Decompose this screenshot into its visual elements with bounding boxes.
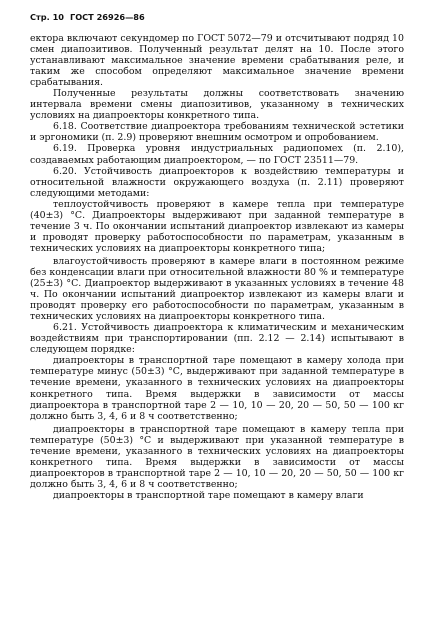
paragraph: теплоустойчивость проверяют в камере тепла при температуре (40±3) °С. Диапроекторы выдерживают при заданной температуре в течение 3 ч. По окончании испытаний диапроектор извлекают из камеры и проводят проверку работоспособности по параметрам, указанным в технических условиях на диапроекторы конкретного типа;	[30, 198, 404, 254]
document-body	[30, 33, 404, 501]
page-number: Стр. 10	[30, 12, 64, 22]
paragraph: диапроекторы в транспортной таре помещают в камеру влаги	[53, 489, 364, 501]
paragraph: 6.21. Устойчивость диапроектора к климатическим и механическим воздействиям при транспортировании (пп. 2.12 — 2.14) испытывают в следующем порядке:	[30, 322, 404, 356]
standard-code: ГОСТ 26926—86	[69, 12, 145, 22]
paragraph: 6.19. Проверка уровня индустриальных радиопомех (п. 2.10), создаваемых работающим диапроектором, — по ГОСТ 23511—79.	[30, 143, 404, 166]
paragraph: Полученные результаты должны соответствовать значению интервала времени смены диапозитивов, указанному в технических условиях на диапроекторы конкретного типа.	[30, 88, 404, 122]
paragraph: влагоустойчивость проверяют в камере влаги в постоянном режиме без конденсации влаги при относительной влажности 80 % и температуре (25±3) °С. Диапроектор выдерживают в указанных условиях в течение 48 ч. По окончании испытаний диапроектор извлекают из камеры влаги и проводят проверку его работоспособности по параметрам, указанным в технических условиях на диапроекторы конкретного типа.	[30, 255, 404, 323]
paragraph: ектора включают секундомер по ГОСТ 5072—79 и отсчитывают подряд 10 смен диапозитивов. Полученный результат делят на 10. После этого устанавливают максимальное значение времени срабатывания реле, и таким же способом определяют максимальное значение времени срабатывания.	[30, 33, 404, 89]
paragraph: 6.18. Соответствие диапроектора требованиям технической эстетики и эргономики (п. 2.9) проверяют внешним осмотром и опробованием.	[30, 121, 404, 144]
page-header	[30, 11, 404, 23]
paragraph: диапроекторы в транспортной таре помещают в камеру холода при температуре минус (50±3) °С, выдерживают при заданной температуре в течение времени, указанного в технических условиях на диапроекторы конкретного типа. Время выдержки в зависимости от массы диапроектора в транспортной таре 2 — 10, 10 — 20, 20 — 50, 50 — 100 кг должно быть 3, 4, 6 и 8 ч соответственно;	[30, 355, 404, 422]
paragraph: диапроекторы в транспортной таре помещают в камеру тепла при температуре (50±3) °С и выдерживают при указанной температуре в течение времени, указанного в технических условиях на диапроекторы конкретного типа. Время выдержки в зависимости от массы диапроекторов в транспортной таре 2 — 10, 10 — 20, 20 — 50, 50 — 100 кг должно быть 3, 4, 6 и 8 ч соответственно;	[30, 423, 404, 490]
paragraph: 6.20. Устойчивость диапроекторов к воздействию температуры и относительной влажности окружающего воздуха (п. 2.11) проверяют следующими методами:	[30, 165, 404, 199]
